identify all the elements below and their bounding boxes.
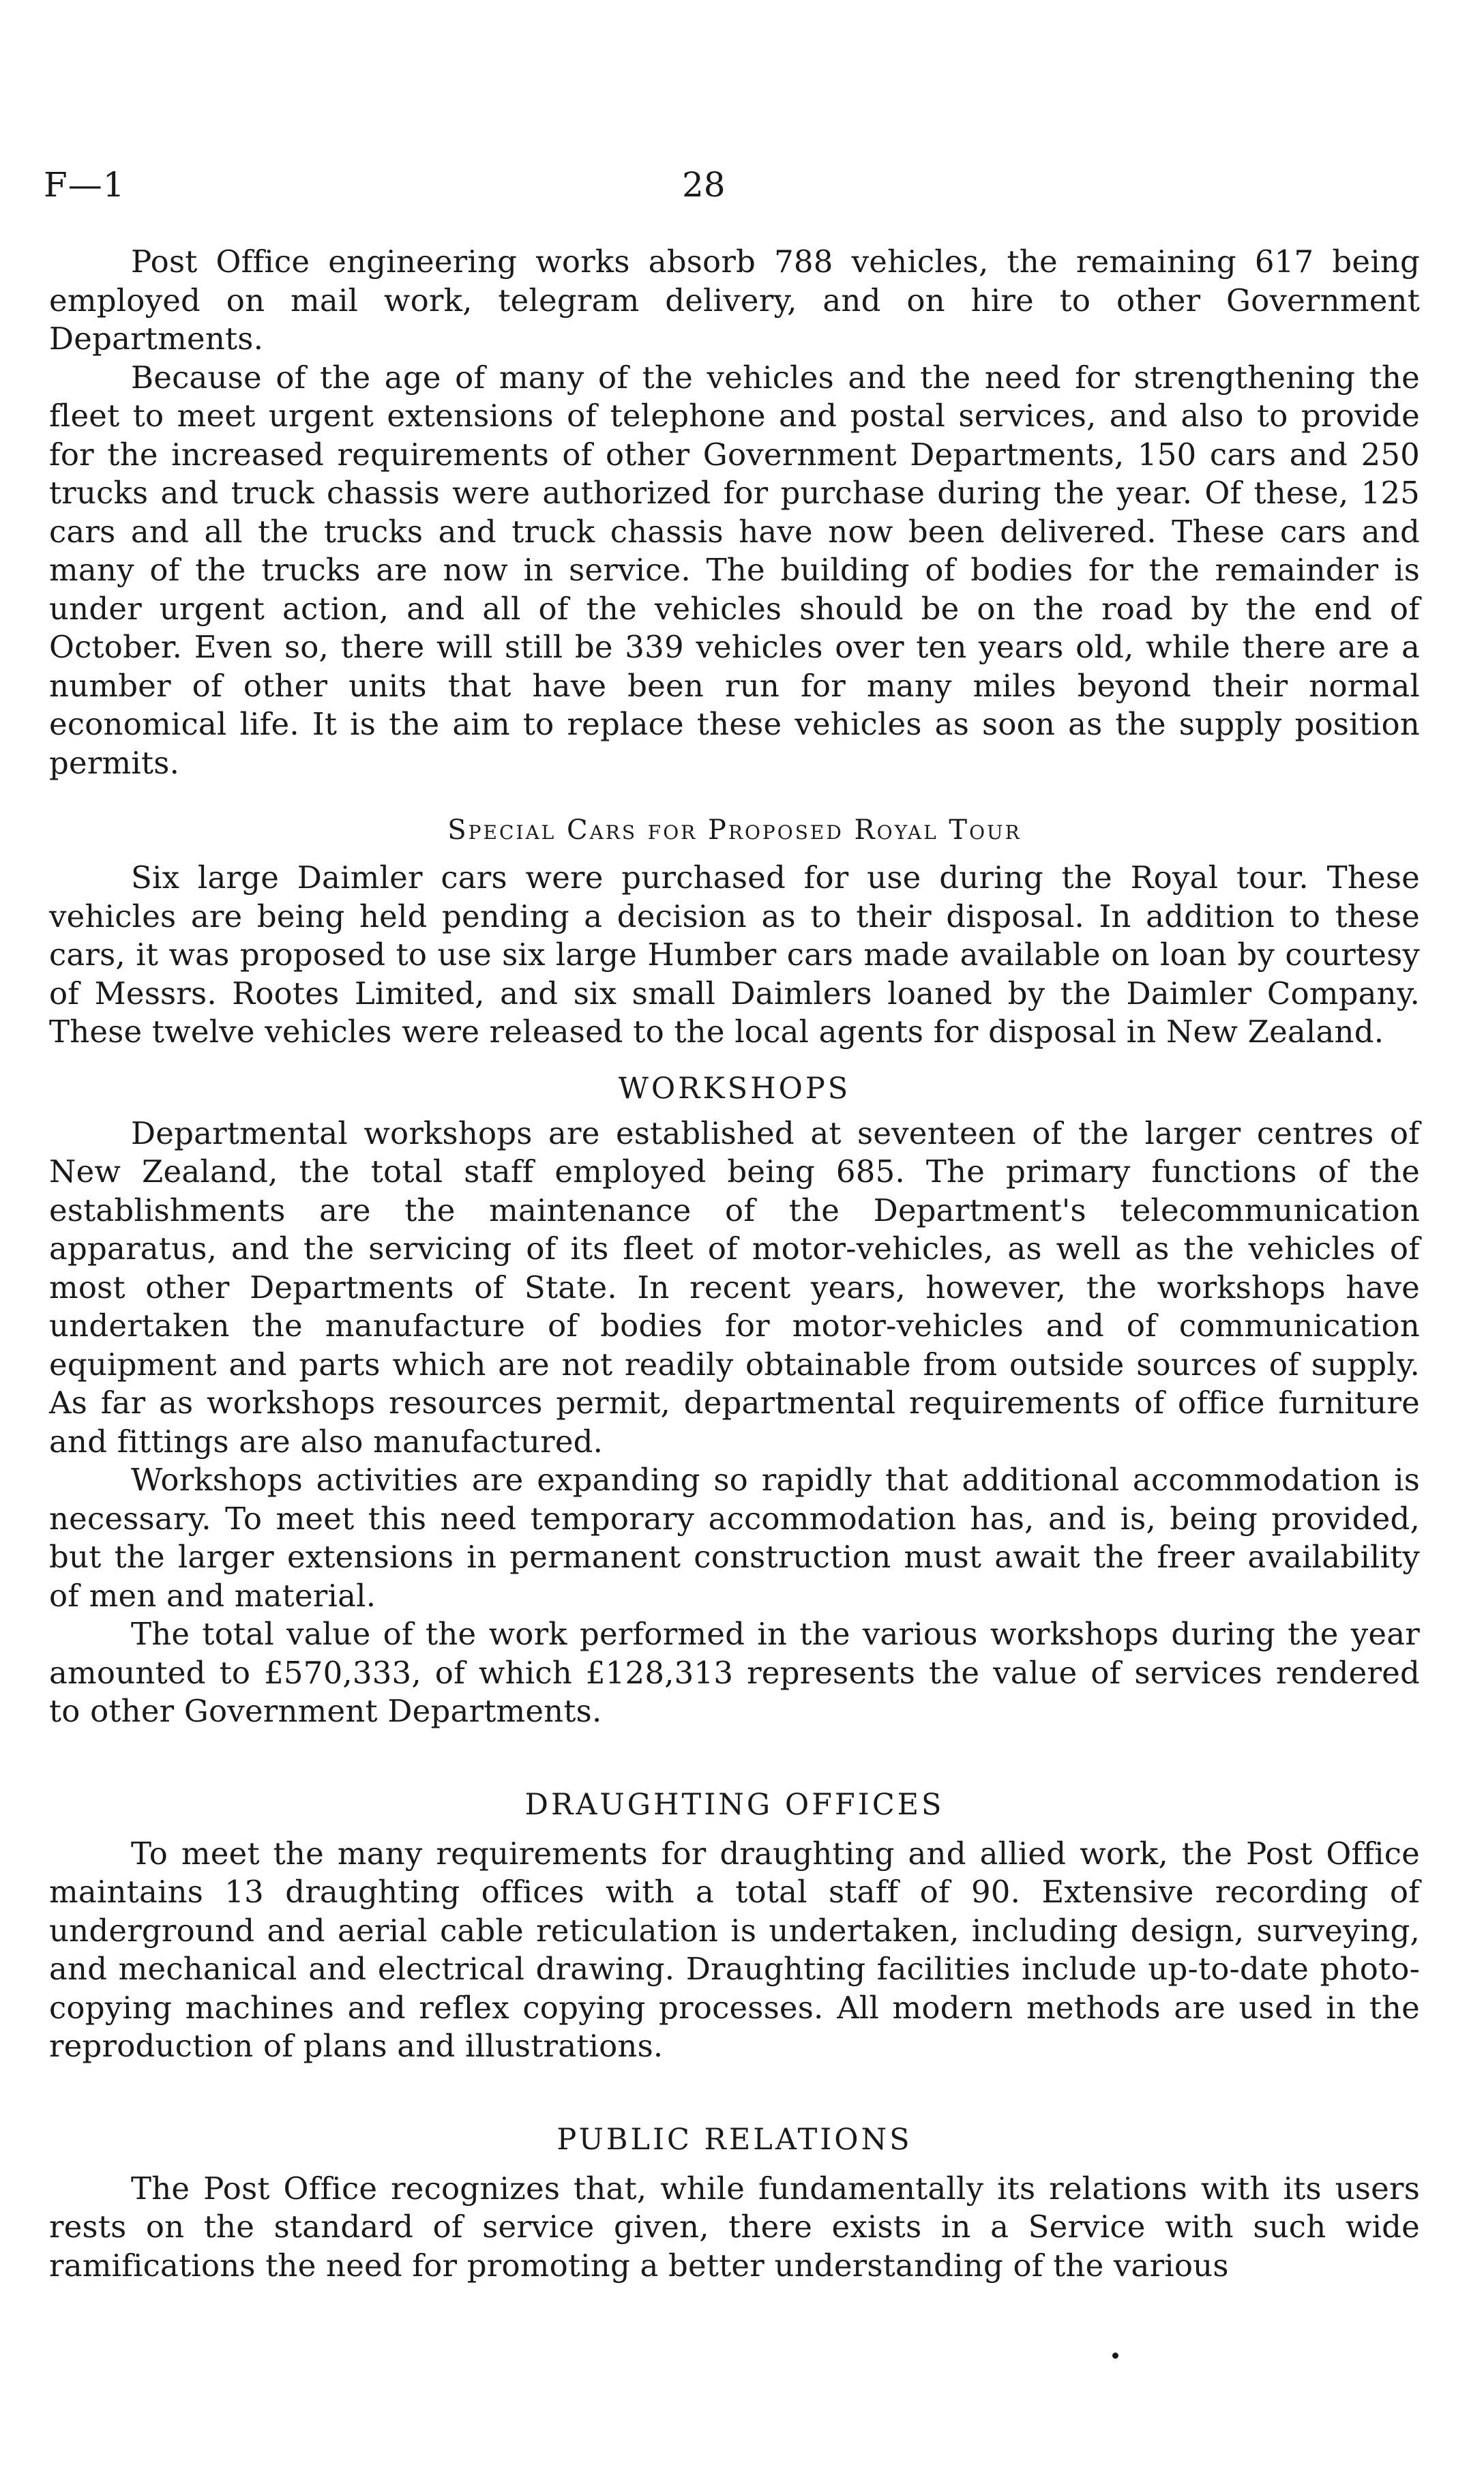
paragraph: To meet the many requirements for draughting and allied work, the Post Office maintains 13 draughting offices with a total staff of 90. Extensive recording of underground and aerial cable reticulation is undertaken, including design, surveying, and mechanical and electrical drawing. Draughting facilities include up-to-date photo-copying machines and reflex copying processes. All modern methods are used in the reproduction of plans and illustrations. (49, 1835, 1420, 2064)
section-heading-public-relations: PUBLIC RELATIONS (556, 2122, 912, 2157)
section-heading-draughting-offices: DRAUGHTING OFFICES (524, 1787, 945, 1822)
page-number: 28 (682, 165, 726, 205)
page-header-code: F—1 (44, 165, 125, 205)
section-heading-workshops: WORKSHOPS (618, 1071, 851, 1106)
paragraph: Because of the age of many of the vehicles and the need for strengthening the fleet to meet urgent extensions of telephone and postal services, and also to provide for the increased requirements of other Government Departments, 150 cars and 250 trucks and truck chassis were authorized for purchase during the year. Of these, 125 cars and all the trucks and truck chassis have now been delivered. These cars and many of the trucks are now in service. The building of bodies for the remainder is under urgent action, and all of the vehicles should be on the road by the end of October. Even so, there will still be 339 vehicles over ten years old, while there are a number of other units that have been run for many miles beyond their normal economical life. It is the aim to replace these vehicles as soon as the supply position permits. (49, 359, 1420, 781)
page-body (49, 243, 1420, 2285)
paragraph: The total value of the work performed in the various workshops during the year amounted to £570,333, of which £128,313 represents the value of services rendered to other Government Departments. (49, 1616, 1420, 1729)
paragraph: Departmental workshops are established at seventeen of the larger centres of New Zealand, the total staff employed being 685. The primary functions of the establishments are the maintenance of the Department's telecommunication apparatus, and the servicing of its fleet of motor-vehicles, as well as the vehicles of most other Departments of State. In recent years, however, the workshops have undertaken the manufacture of bodies for motor-vehicles and of communication equipment and parts which are not readily obtainable from outside sources of supply. As far as workshops resources permit, departmental requirements of office furniture and fittings are also manufactured. (49, 1115, 1420, 1460)
section-heading-royal-tour: Special Cars for Proposed Royal Tour (447, 814, 1022, 846)
paragraph: The Post Office recognizes that, while fundamentally its relations with its users rests on the standard of service given, there exists in a Service with such wide ramifications the need for promoting a better understanding of the various (49, 2170, 1420, 2284)
paragraph: Workshops activities are expanding so rapidly that additional accommodation is necessary. To meet this need temporary accommodation has, and is, being provided, but the larger extensions in permanent construction must await the freer availability of men and material. (49, 1462, 1420, 1614)
paragraph: Post Office engineering works absorb 788 vehicles, the remaining 617 being employed on mail work, telegram delivery, and on hire to other Government Departments. (49, 244, 1420, 357)
paragraph: Six large Daimler cars were purchased for use during the Royal tour. These vehicles are being held pending a decision as to their disposal. In addition to these cars, it was proposed to use six large Humber cars made available on loan by courtesy of Messrs. Rootes Limited, and six small Daimlers loaned by the Daimler Company. These twelve vehicles were released to the local agents for disposal in New Zealand. (49, 859, 1420, 1050)
ink-speck (1112, 2353, 1118, 2359)
